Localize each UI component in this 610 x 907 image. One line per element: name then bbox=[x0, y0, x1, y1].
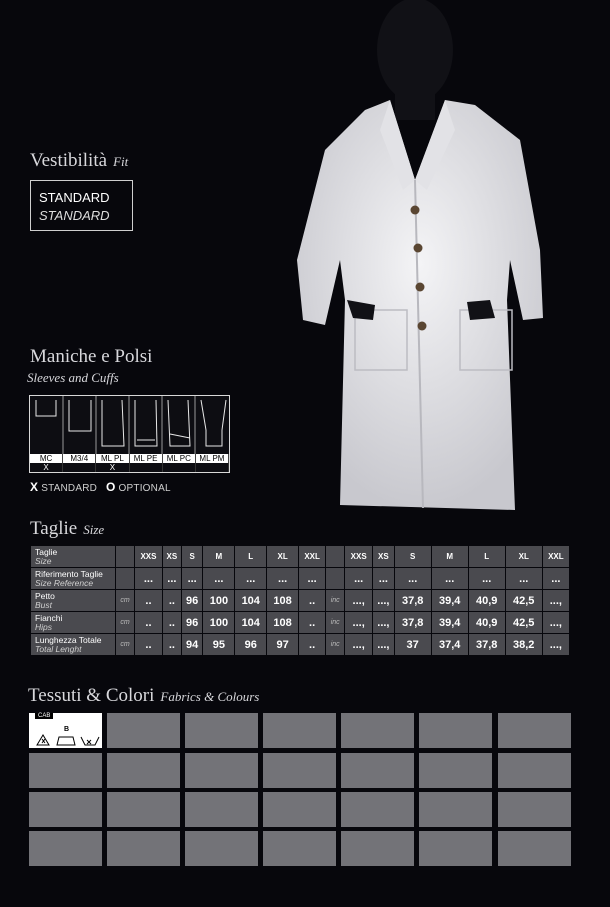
size-row-label bbox=[31, 634, 115, 655]
size-row-unit-left: cm bbox=[116, 612, 134, 633]
size-cell: .. bbox=[299, 590, 325, 611]
size-cell: 108 bbox=[267, 612, 298, 633]
size-cell: ..., bbox=[345, 634, 372, 655]
size-row-label-it: Fianchi bbox=[35, 612, 63, 623]
legend-optional-mark: O bbox=[106, 480, 116, 494]
sleeve-mark-mlpl: X bbox=[96, 463, 129, 472]
fabric-swatch bbox=[263, 831, 336, 866]
size-cell: 108 bbox=[267, 590, 298, 611]
size-row-unit-right: inc bbox=[326, 612, 344, 633]
size-header-unit-left bbox=[116, 546, 134, 567]
fabric-swatch bbox=[107, 831, 180, 866]
fabric-swatch bbox=[263, 792, 336, 827]
sizes-subtitle: Size bbox=[83, 522, 105, 537]
size-row-unit-right: inc bbox=[326, 634, 344, 655]
size-cell: ..., bbox=[373, 634, 394, 655]
size-header-row bbox=[31, 546, 569, 567]
size-cell: 42,5 bbox=[506, 612, 542, 633]
sleeve-label-mlpl: ML PL bbox=[96, 454, 129, 463]
sleeve-mlpe-icon bbox=[135, 400, 157, 446]
size-row-unit-right bbox=[326, 568, 344, 589]
fit-title-text: Vestibilità bbox=[30, 150, 108, 171]
size-cell: 96 bbox=[182, 590, 203, 611]
size-cell: .. bbox=[299, 612, 325, 633]
fabric-swatch bbox=[107, 753, 180, 788]
size-cell: .. bbox=[163, 590, 181, 611]
size-header-cell: XL bbox=[267, 546, 298, 567]
sleeve-label-mlpc: ML PC bbox=[163, 454, 196, 463]
sleeve-mlpl-icon bbox=[102, 400, 124, 446]
size-row-label-it: Lunghezza Totale bbox=[35, 634, 102, 645]
sleeve-label-mc: MC bbox=[30, 454, 63, 463]
legend-standard: STANDARD bbox=[41, 483, 98, 494]
size-table-row bbox=[31, 590, 569, 611]
size-header-label-en: Size bbox=[35, 555, 52, 566]
size-header-cell: L bbox=[235, 546, 266, 567]
fabric-swatch bbox=[29, 831, 102, 866]
size-row-label bbox=[31, 568, 115, 589]
fabric-swatch bbox=[185, 792, 258, 827]
sleeve-mark-mlpe bbox=[130, 463, 163, 472]
size-table bbox=[30, 545, 570, 656]
fabric-swatch bbox=[498, 713, 571, 748]
fabric-swatch bbox=[341, 713, 414, 748]
fabric-swatch bbox=[263, 753, 336, 788]
size-cell: ... bbox=[203, 568, 234, 589]
size-cell: 96 bbox=[235, 634, 266, 655]
fabric-swatch bbox=[419, 792, 492, 827]
size-cell: ... bbox=[182, 568, 203, 589]
sizes-title-text: Taglie bbox=[30, 518, 78, 539]
size-row-label-en: Bust bbox=[35, 599, 53, 610]
size-cell: 96 bbox=[182, 612, 203, 633]
size-cell: .. bbox=[135, 612, 162, 633]
care-mark: B bbox=[64, 726, 70, 733]
size-row-label-en: Hips bbox=[35, 621, 53, 632]
size-cell: 100 bbox=[203, 590, 234, 611]
size-header-cell: XS bbox=[163, 546, 181, 567]
size-header-cell: S bbox=[395, 546, 431, 567]
size-cell: 39,4 bbox=[432, 590, 468, 611]
fit-title bbox=[30, 150, 128, 172]
size-cell: ..., bbox=[345, 590, 372, 611]
size-header-label bbox=[31, 546, 115, 567]
care-code: CAB bbox=[35, 713, 53, 719]
fabric-swatch bbox=[263, 713, 336, 748]
size-row-unit-left: cm bbox=[116, 634, 134, 655]
size-row-label bbox=[31, 612, 115, 633]
fabric-swatch bbox=[498, 792, 571, 827]
size-cell: ..., bbox=[543, 590, 569, 611]
fit-subtitle: Fit bbox=[113, 154, 129, 169]
size-cell: ..., bbox=[345, 612, 372, 633]
fabric-swatch bbox=[341, 792, 414, 827]
size-cell: ... bbox=[469, 568, 505, 589]
size-cell: ..., bbox=[373, 612, 394, 633]
sleeve-mark-mlpm bbox=[196, 463, 229, 472]
size-table-row bbox=[31, 634, 569, 655]
size-cell: 37,8 bbox=[469, 634, 505, 655]
sleeve-mc-icon bbox=[36, 400, 56, 416]
size-cell: 38,2 bbox=[506, 634, 542, 655]
legend-standard-mark: X bbox=[30, 480, 39, 494]
size-table-row bbox=[31, 568, 569, 589]
sleeve-label-mlpm: ML PM bbox=[196, 454, 229, 463]
size-cell: .. bbox=[135, 634, 162, 655]
sleeve-m34-icon bbox=[69, 400, 91, 431]
fabric-swatch bbox=[107, 713, 180, 748]
size-cell: 104 bbox=[235, 612, 266, 633]
fabric-swatch bbox=[29, 753, 102, 788]
fabrics-subtitle: Fabrics & Colours bbox=[160, 689, 260, 704]
size-cell: ... bbox=[345, 568, 372, 589]
size-row-unit-left: cm bbox=[116, 590, 134, 611]
sleeve-legend bbox=[30, 480, 171, 494]
size-cell: 97 bbox=[267, 634, 298, 655]
size-header-cell: L bbox=[469, 546, 505, 567]
sleeve-label-mlpe: ML PE bbox=[130, 454, 163, 463]
fit-value-en: STANDARD bbox=[39, 208, 110, 223]
fabric-swatch bbox=[185, 753, 258, 788]
size-cell: 37,4 bbox=[432, 634, 468, 655]
size-cell: 37 bbox=[395, 634, 431, 655]
fabric-swatch bbox=[419, 713, 492, 748]
size-header-cell: XXS bbox=[135, 546, 162, 567]
size-header-cell: M bbox=[203, 546, 234, 567]
fabrics-title bbox=[28, 685, 259, 707]
size-cell: ..., bbox=[543, 634, 569, 655]
size-header-cell: M bbox=[432, 546, 468, 567]
sleeve-mark-mlpc bbox=[163, 463, 196, 472]
size-cell: 40,9 bbox=[469, 590, 505, 611]
size-cell: .. bbox=[163, 634, 181, 655]
size-cell: ... bbox=[432, 568, 468, 589]
sleeve-label-m34: M3/4 bbox=[63, 454, 96, 463]
size-cell: .. bbox=[135, 590, 162, 611]
size-cell: ... bbox=[235, 568, 266, 589]
size-cell: ... bbox=[299, 568, 325, 589]
size-header-cell: XXL bbox=[543, 546, 569, 567]
size-row-label-en: Size Reference bbox=[35, 577, 94, 588]
size-header-cell: XXS bbox=[345, 546, 372, 567]
fabric-swatch bbox=[341, 753, 414, 788]
fabric-swatch bbox=[29, 792, 102, 827]
sleeve-mark-mc: X bbox=[30, 463, 63, 472]
size-cell: ... bbox=[135, 568, 162, 589]
size-cell: 40,9 bbox=[469, 612, 505, 633]
size-row-label-en: Total Lenght bbox=[35, 643, 82, 654]
size-cell: .. bbox=[163, 612, 181, 633]
sizes-title bbox=[30, 518, 104, 540]
size-cell: ..., bbox=[373, 590, 394, 611]
size-cell: ... bbox=[395, 568, 431, 589]
size-cell: 100 bbox=[203, 612, 234, 633]
sleeve-labels-row bbox=[30, 454, 229, 463]
size-cell: ..., bbox=[543, 612, 569, 633]
lab-coat-image bbox=[285, 0, 555, 520]
size-header-cell: XXL bbox=[299, 546, 325, 567]
sleeves-title bbox=[30, 346, 152, 368]
fit-value-box bbox=[30, 180, 133, 231]
size-cell: 104 bbox=[235, 590, 266, 611]
size-row-unit-left bbox=[116, 568, 134, 589]
care-label-swatch bbox=[29, 713, 102, 748]
size-cell: .. bbox=[299, 634, 325, 655]
size-header-cell: XS bbox=[373, 546, 394, 567]
sleeve-mark-m34 bbox=[63, 463, 96, 472]
size-row-label bbox=[31, 590, 115, 611]
legend-optional: OPTIONAL bbox=[118, 483, 171, 494]
size-cell: 94 bbox=[182, 634, 203, 655]
sleeve-diagrams bbox=[30, 396, 229, 454]
size-cell: ... bbox=[163, 568, 181, 589]
size-row-label-it: Riferimento Taglie bbox=[35, 568, 103, 579]
size-cell: 37,8 bbox=[395, 612, 431, 633]
size-cell: ... bbox=[543, 568, 569, 589]
size-header-cell: XL bbox=[506, 546, 542, 567]
sleeve-mlpc-icon bbox=[168, 400, 190, 446]
size-header-label-it: Taglie bbox=[35, 546, 58, 557]
size-row-label-it: Petto bbox=[35, 590, 55, 601]
fabric-swatch bbox=[341, 831, 414, 866]
fit-value: STANDARD bbox=[39, 190, 110, 205]
sleeve-mlpm-icon bbox=[201, 400, 226, 446]
size-cell: 42,5 bbox=[506, 590, 542, 611]
size-cell: ... bbox=[373, 568, 394, 589]
fabric-swatch bbox=[498, 753, 571, 788]
sleeve-options-panel bbox=[29, 395, 230, 473]
size-cell: ... bbox=[506, 568, 542, 589]
fabrics-title-text: Tessuti & Colori bbox=[28, 685, 155, 706]
size-cell: 37,8 bbox=[395, 590, 431, 611]
size-header-unit-right bbox=[326, 546, 344, 567]
sleeve-marks-row bbox=[30, 463, 229, 472]
fabric-swatch bbox=[419, 831, 492, 866]
sleeves-subtitle: Sleeves and Cuffs bbox=[27, 370, 119, 385]
size-cell: 39,4 bbox=[432, 612, 468, 633]
fabric-swatch bbox=[185, 831, 258, 866]
size-table-row bbox=[31, 612, 569, 633]
sleeves-title-text: Maniche e Polsi bbox=[30, 346, 153, 367]
size-cell: ... bbox=[267, 568, 298, 589]
fabric-swatch bbox=[107, 792, 180, 827]
fabric-swatch bbox=[419, 753, 492, 788]
size-header-cell: S bbox=[182, 546, 203, 567]
size-cell: 95 bbox=[203, 634, 234, 655]
fabric-swatch bbox=[185, 713, 258, 748]
care-symbols-icon bbox=[29, 713, 102, 748]
fabric-swatch bbox=[498, 831, 571, 866]
size-row-unit-right: inc bbox=[326, 590, 344, 611]
